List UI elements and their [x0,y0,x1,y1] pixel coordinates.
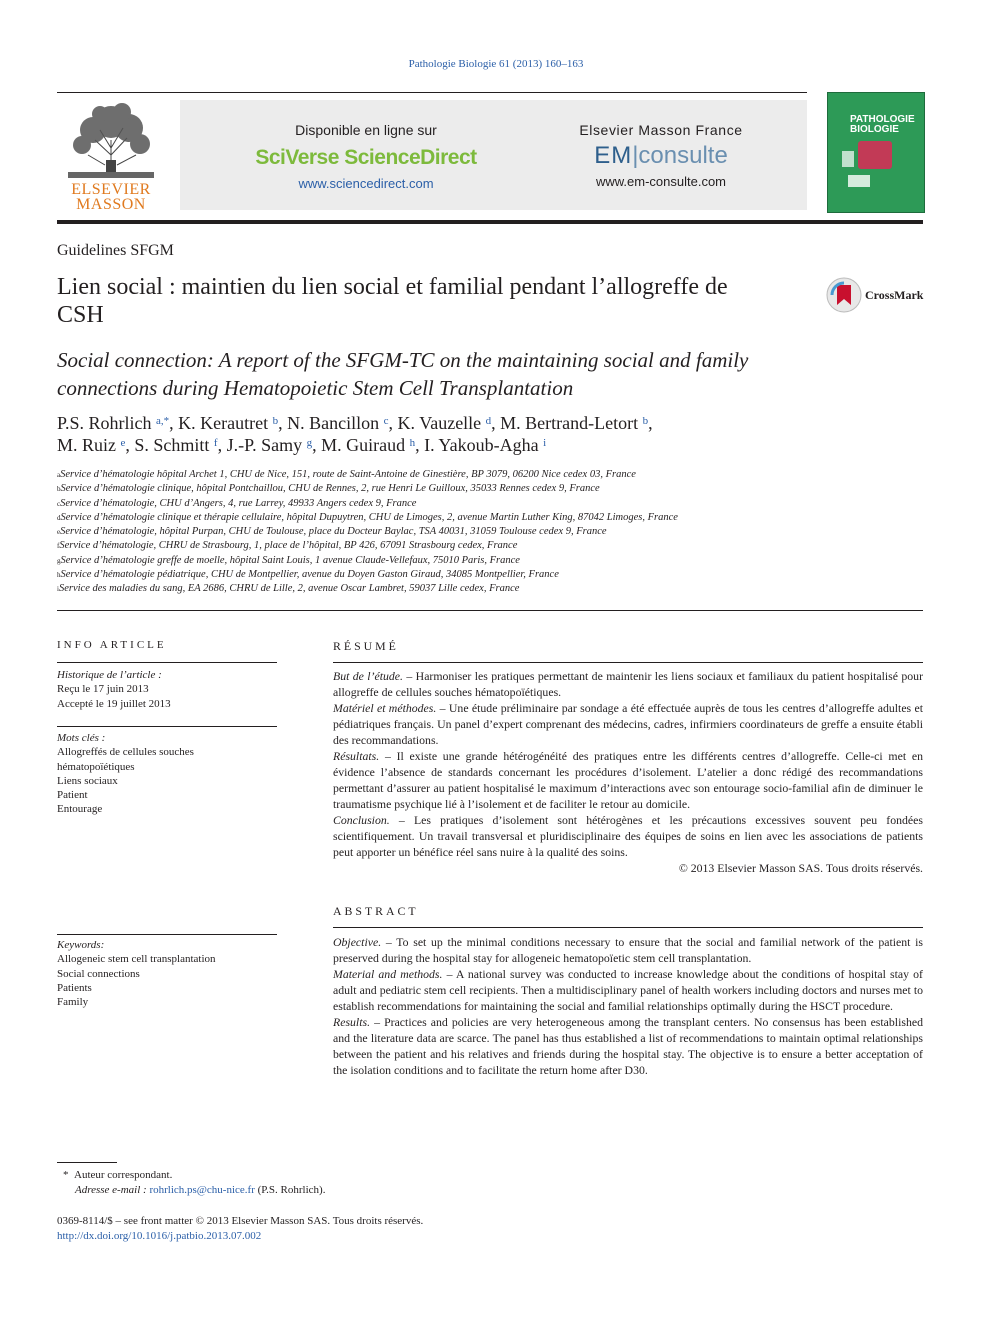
emconsulte-block [550,122,772,189]
resume-paragraphs [333,668,923,860]
crossmark-badge[interactable] [826,277,923,313]
publisher-name: Elsevier Masson France [579,122,743,138]
author-name: K. Vauzelle [397,413,482,433]
keyword: hématopoïétiques [57,760,135,773]
emconsulte-link[interactable]: www.em-consulte.com [595,174,727,189]
author-name: M. Guiraud [321,435,406,455]
elsevier-logo-line1: ELSEVIER [71,181,151,198]
sciencedirect-block [220,122,512,191]
cover-image-icon [858,141,892,169]
paragraph-label: Résultats. [333,749,380,763]
author-separator: , [491,413,501,433]
author-name: K. Kerautret [178,413,269,433]
author[interactable] [178,413,287,433]
crossmark-icon [826,277,862,313]
author-affiliation-marker[interactable]: b [272,415,279,427]
abstract-paragraph [333,700,923,748]
sciencedirect-link[interactable]: www.sciencedirect.com [298,176,434,191]
front-matter [57,1214,757,1243]
author[interactable] [57,435,134,455]
author[interactable] [227,435,322,455]
info-rule [57,726,277,727]
keywords-fr-label: Mots clés : [57,732,106,744]
elsevier-tree-icon [60,100,162,180]
affiliation-text: Service d’hématologie, hôpital Purpan, CHU de Toulouse, place du Docteur Baylac, TSA 40031, 31059 Toulouse cedex 9, France [60,526,607,538]
author-email-link[interactable]: rohrlich.ps@chu-nice.fr [149,1183,255,1196]
author[interactable] [398,413,501,433]
affiliation-key: i [57,585,59,594]
author-separator: , [125,435,135,455]
resume-rule [333,662,923,663]
author-affiliation-marker[interactable]: c [383,415,389,427]
paragraph-label: But de l’étude. [333,669,403,683]
affiliation [57,482,923,496]
author-name: P.S. Rohrlich [57,413,152,433]
issn-line: 0369-8114/$ – see front matter © 2013 Elsevier Masson SAS. Tous droits réservés. [57,1215,424,1227]
paragraph-label: Matériel et méthodes. [333,701,437,715]
author-separator: , [388,413,398,433]
email-owner: (P.S. Rohrlich). [257,1183,326,1196]
crossmark-label: CrossMark [865,287,924,302]
affiliation [57,582,923,596]
author-affiliation-marker[interactable]: g [306,437,313,449]
article-title-fr: Lien social : maintien du lien social et familial pendant l’allogreffe de CSH [57,274,728,328]
author-affiliation-marker[interactable]: h [409,437,416,449]
resume-heading: RÉSUMÉ [333,639,399,653]
footnote-star: * [63,1169,69,1181]
keyword: Liens sociaux [57,774,118,787]
affiliation-key: c [57,499,61,508]
author-separator: , [415,435,425,455]
paragraph-label: Objective. [333,935,382,949]
author-name: J.-P. Samy [226,435,303,455]
abstract-paragraphs [333,934,923,1078]
keyword: Allogreffés de cellules souches [57,746,194,759]
affiliation [57,497,923,511]
elsevier-logo-line2: MASSON [76,196,146,213]
paragraph-text: – To set up the minimal conditions necessary to ensure that the social and familial network of the patient is preserved during the hospital stay for allogeneic hematopoïetic stem cell transplantation. [333,935,923,965]
affiliation [57,525,923,539]
section-rule [57,610,923,611]
keyword: Entourage [57,803,103,816]
received-date: Reçu le 17 juin 2013 [57,683,149,696]
article-title-en: Social connection: A report of the SFGM-TC on the maintaining social and family connections during Hematopoietic Stem Cell Transplantation [57,348,749,400]
email-label: Adresse e-mail : [75,1183,147,1196]
author[interactable] [287,413,397,433]
author-separator: , [648,413,653,433]
info-article-heading: INFO ARTICLE [57,639,167,651]
author-affiliation-marker[interactable]: a,* [156,415,170,427]
footnote-rule [57,1162,117,1163]
author-name: M. Bertrand-Letort [500,413,639,433]
affiliation-text: Service d’hématologie greffe de moelle, hôpital Saint Louis, 1 avenue Claude-Vellefaux, 75010 Paris, France [60,554,520,566]
keywords-fr-list [57,745,277,816]
affiliation [57,539,923,553]
abstract-paragraph [333,966,923,1014]
abstract-heading: ABSTRACT [333,904,419,918]
section-label: Guidelines SFGM [57,242,174,259]
affiliation-text: Service d’hématologie clinique, hôpital Pontchaillou, CHU de Rennes, 2, rue Henri Le Guilloux, 35033 Rennes cedex 9, France [60,483,600,495]
abstract-body [333,934,923,1078]
available-online-label: Disponible en ligne sur [295,122,437,138]
history-label: Historique de l’article : [57,669,162,681]
affiliation-key: g [57,556,61,565]
author-name: S. Schmitt [134,435,210,455]
info-rule [57,934,277,935]
doi-link[interactable]: http://dx.doi.org/10.1016/j.patbio.2013.07.002 [57,1229,262,1242]
abstract-paragraph [333,934,923,966]
abstract-rule [333,927,923,928]
paragraph-text: – A national survey was conducted to increase knowledge about the conditions of hospital stay of adult and pediatric stem cell recipients. Then a multidisciplinary panel of health workers including doctors and nurses met to establish recommendations for maintaining the social and familial relationships optimally during the HSCT procedure. [333,967,923,1013]
cover-title [850,115,915,135]
affiliation-text: Service d’hématologie, CHU d’Angers, 4, rue Larrey, 49933 Angers cedex 9, France [60,497,417,509]
abstract-paragraph [333,812,923,860]
cover-title-line2: BIOLOGIE [850,124,899,135]
affiliation-text: Service d’hématologie hôpital Archet 1, CHU de Nice, 151, route de Saint-Antoine de Ginestière, BP 3079, 06200 Nice cedex 03, France [60,469,636,480]
author-affiliation-marker[interactable]: b [642,415,649,427]
keyword: Patients [57,981,92,994]
author-separator: , [278,413,288,433]
cover-title-line1: PATHOLOGIE [850,114,915,125]
author[interactable] [500,413,652,433]
resume-copyright: © 2013 Elsevier Masson SAS. Tous droits réservés. [678,861,923,875]
availability-banner [180,100,807,210]
affiliation [57,511,923,525]
author-separator: , [312,435,322,455]
cover-decoration [848,175,870,187]
author-affiliation-marker[interactable]: f [213,437,218,449]
abstract-paragraph [333,668,923,700]
affiliation-key: h [57,571,61,580]
affiliation-key: b [57,485,61,494]
author-separator: , [217,435,227,455]
affiliation-key: a [57,471,61,479]
corresponding-footnote [57,1168,657,1197]
keywords-en [57,938,277,1009]
author-separator: , [169,413,179,433]
cover-decoration [842,151,854,167]
keyword: Patient [57,789,88,802]
author-name: I. Yakoub-Agha [424,435,539,455]
emconsulte-logo[interactable]: EM|consulte [594,142,728,169]
article-history [57,668,277,711]
affiliation-key: e [57,528,61,537]
keyword: Family [57,996,89,1009]
header-rule [57,220,923,224]
affiliation-text: Service d’hématologie clinique et thérapie cellulaire, hôpital Dupuytren, CHU de Limoges, 2, avenue Martin Luther King, 87042 Limoges, France [60,511,678,523]
author[interactable] [321,435,424,455]
author[interactable] [57,413,178,433]
affiliation [57,468,923,482]
author-affiliation-marker[interactable]: d [485,415,492,427]
sciencedirect-logo[interactable]: SciVerse ScienceDirect [255,146,477,169]
top-rule [57,92,807,93]
journal-reference[interactable]: Pathologie Biologie 61 (2013) 160–163 [408,58,584,70]
paragraph-text: – Practices and policies are very heterogeneous among the transplant centers. No consensus has been established and the literature data are scarce. The panel has thus established a list of recommendations to maintain optimal relationships between the patient and his relatives and friends during the hospital stay. The objective is to ensure a better acceptation of the isolation conditions and to facilitate the return home after D30. [333,1015,923,1077]
paragraph-text: – Il existe une grande hétérogénéité des pratiques entre les différents centres d’allogreffe. Celle-ci met en évidence l’absence de standards concernant les procédures d’isolement. L’atelier a donc rédigé des recommandations permettant d’assurer au patient hospitalisé le maximum d’interactions avec son entourage socio-familial afin de diminuer le traumatisme psychique lié à l’isolement et de faciliter le retour au domicile. [333,749,923,811]
keywords-fr [57,731,277,817]
paragraph-label: Results. [333,1015,371,1029]
affiliation-text: Service d’hématologie pédiatrique, CHU de Montpellier, avenue du Doyen Gaston Giraud, 34085 Montpellier, France [60,569,559,581]
affiliation-key: f [57,542,60,551]
author[interactable] [424,435,546,455]
affiliation-list [57,468,923,597]
author[interactable] [134,435,226,455]
paragraph-label: Material and methods. [333,967,443,981]
abstract-paragraph [333,748,923,812]
elsevier-logo [60,100,162,212]
emconsulte-logo-rest: consulte [638,142,728,169]
author-affiliation-marker[interactable]: e [120,437,126,449]
journal-cover[interactable] [827,92,925,213]
paragraph-text: – Une étude préliminaire par sondage a été effectuée auprès de tous les centres d’allogreffe adultes et pédiatriques français. Un panel d’expert comprenant des médecins, cadres, infirmiers coordinateurs de greffe a ensuite établi des recommandations. [333,701,923,747]
emconsulte-logo-em: EM [594,142,633,169]
paragraph-label: Conclusion. [333,813,390,827]
affiliation [57,554,923,568]
author-name: N. Bancillon [287,413,380,433]
affiliation-text: Service des maladies du sang, EA 2686, CHRU de Lille, 2, avenue Oscar Lambret, 59037 Lille cedex, France [58,583,520,595]
keywords-en-label: Keywords: [57,939,105,951]
abstract-paragraph [333,1014,923,1078]
paragraph-text: – Les pratiques d’isolement sont hétérogènes et les précautions excessives souvent peu fondées scientifiquement. Un travail transversal et pluridisciplinaire des équipes de soins en lien avec les associations de patients peut apporter un bénéfice réel sans nuire à la qualité des soins. [333,813,923,859]
author-name: M. Ruiz [57,435,117,455]
affiliation [57,568,923,582]
keyword: Allogeneic stem cell transplantation [57,953,216,966]
affiliation-text: Service d’hématologie, CHRU de Strasbourg, 1, place de l’hôpital, BP 426, 67091 Strasbourg cedex, France [59,540,518,552]
corresponding-label: Auteur correspondant. [74,1169,173,1181]
keyword: Social connections [57,967,140,980]
author-affiliation-marker[interactable]: i [543,437,547,449]
keywords-en-list [57,952,277,1009]
affiliation-key: d [57,513,61,522]
paragraph-text: – Harmoniser les pratiques permettant de maintenir les liens sociaux et familiaux du patient hospitalisé pour allogreffe de cellules souches hématopoïétiques. [333,669,923,699]
info-rule [57,662,277,663]
accepted-date: Accepté le 19 juillet 2013 [57,697,171,710]
resume-body [333,668,923,876]
author-list [57,412,923,456]
